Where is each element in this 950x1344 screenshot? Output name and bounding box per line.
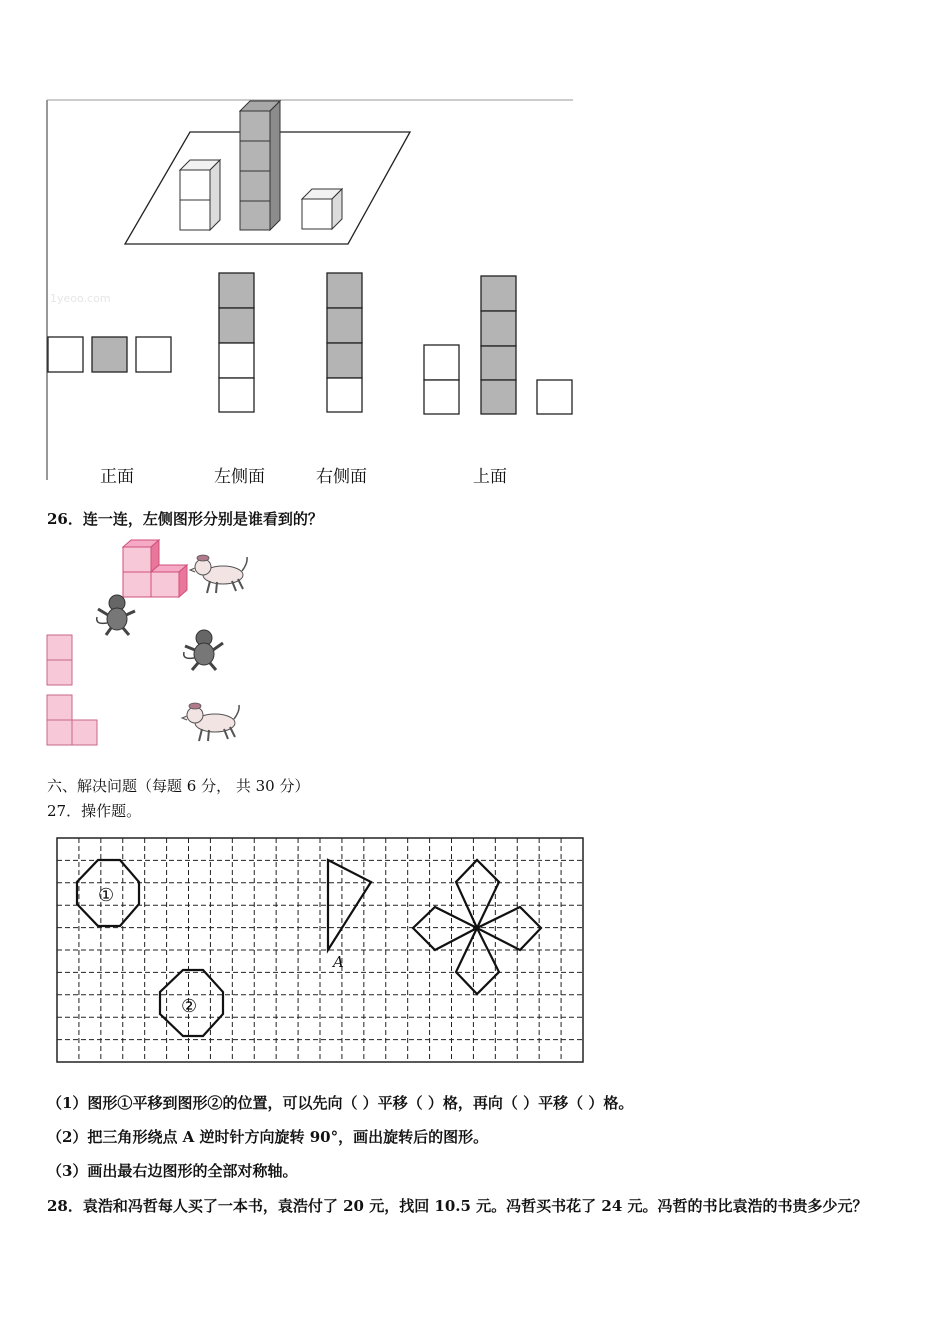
question-26-text: 26．连一连，左侧图形分别是谁看到的？ <box>47 510 323 528</box>
view-label-top: 上面 <box>473 467 507 487</box>
section-6-title: 六、解决问题（每题 6 分， 共 30 分） <box>47 777 310 795</box>
view-label-right: 右侧面 <box>316 467 367 487</box>
pink-cube-shape <box>123 540 187 597</box>
pink-view-vertical <box>47 635 72 685</box>
question-26-figure <box>40 535 270 750</box>
monkey-icon-right <box>184 630 223 670</box>
cube-stack-left <box>180 160 220 230</box>
question-27-sub-1: （1）图形①平移到图形②的位置，可以先向（ ）平移（ ）格，再向（ ）平移（ ）格。 <box>47 1094 634 1112</box>
point-a-label: A <box>333 953 344 971</box>
cube-single-right <box>302 189 342 229</box>
monkey-icon <box>97 595 135 635</box>
cube-stack-middle <box>240 101 280 230</box>
dog-icon-bottom <box>182 703 239 741</box>
view-label-left: 左侧面 <box>214 467 265 487</box>
matching-diagram <box>40 535 270 750</box>
pink-view-l-shape <box>47 695 97 745</box>
view-front <box>48 337 171 372</box>
question-28-text: 28．袁浩和冯哲每人买了一本书，袁浩付了 20 元，找回 10.5 元。冯哲买书花了 24 元。冯哲的书比袁浩的书贵多少元？ <box>47 1197 868 1215</box>
view-left-side <box>219 273 254 412</box>
question-27-sub-3: （3）画出最右边图形的全部对称轴。 <box>47 1162 298 1180</box>
flower-shape <box>413 860 541 994</box>
question-27-title: 27．操作题。 <box>47 802 142 820</box>
view-top <box>424 276 572 414</box>
view-label-front: 正面 <box>100 467 134 487</box>
grid-diagram <box>50 830 595 1070</box>
octagon-1-label: ① <box>98 885 115 906</box>
octagon-2-label: ② <box>181 996 198 1017</box>
question-25-figure <box>0 0 600 500</box>
question-27-grid-figure <box>50 830 595 1070</box>
view-right-side <box>327 273 362 412</box>
watermark: 1yeoo.com <box>50 292 111 305</box>
question-27-sub-2: （2）把三角形绕点 A 逆时针方向旋转 90°，画出旋转后的图形。 <box>47 1128 489 1146</box>
dog-icon <box>190 555 247 593</box>
three-view-diagram <box>0 0 600 500</box>
